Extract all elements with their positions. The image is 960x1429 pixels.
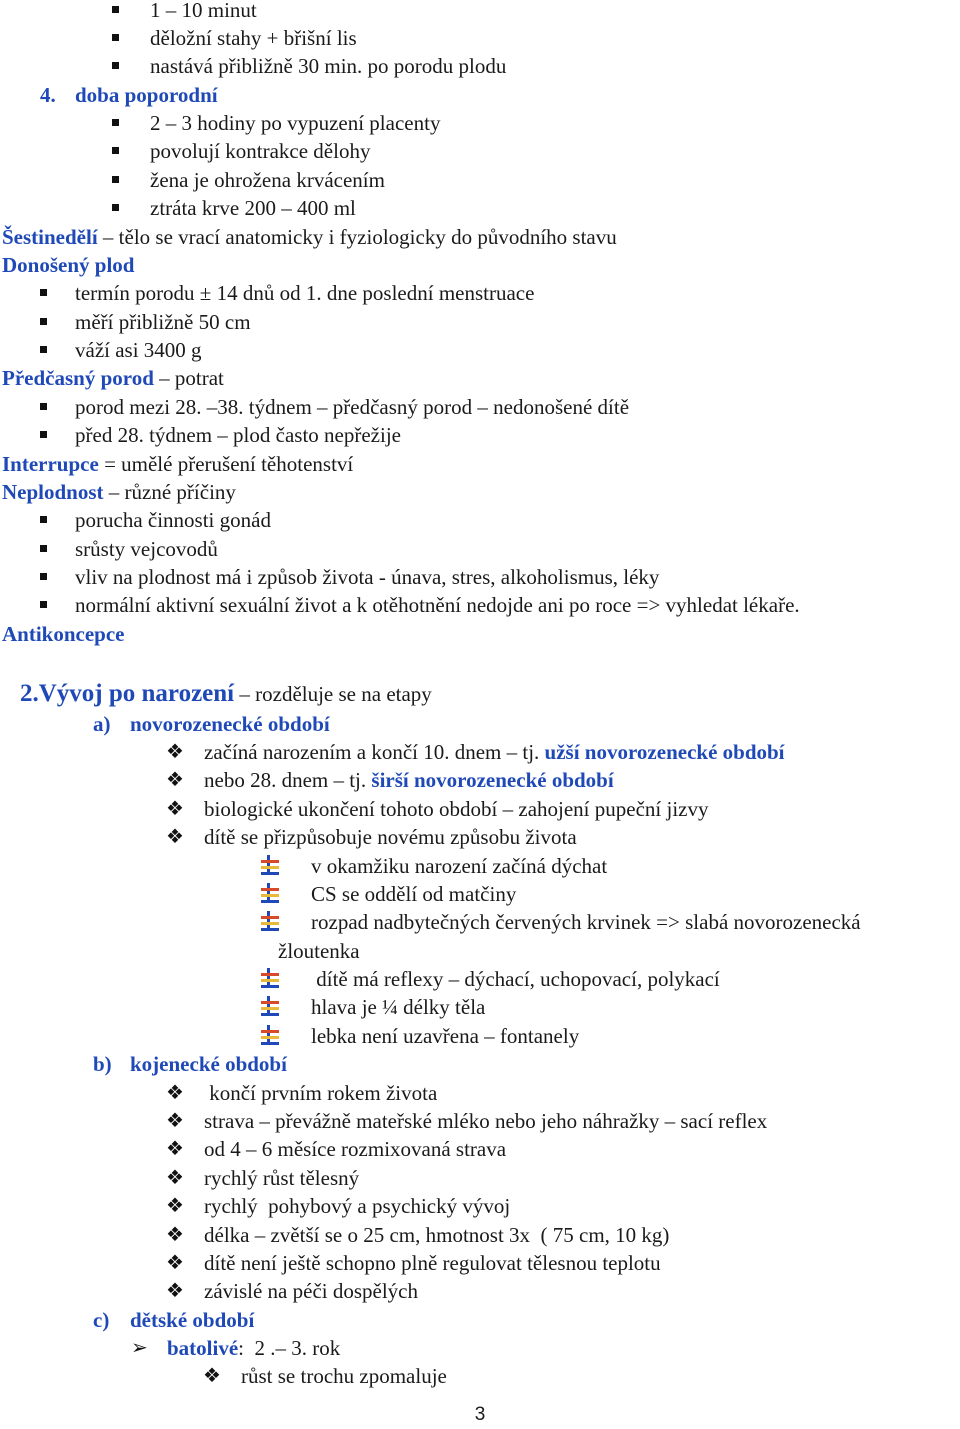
square-bullet-icon <box>40 431 47 438</box>
four-diamond-bullet-icon: ❖ <box>166 1110 184 1132</box>
four-diamond-bullet-icon: ❖ <box>166 769 184 791</box>
text-line: žloutenka <box>278 939 360 963</box>
square-bullet-icon <box>112 6 119 13</box>
four-diamond-bullet-icon: ❖ <box>166 1252 184 1274</box>
four-diamond-bullet-icon: ❖ <box>166 1224 184 1246</box>
definition-line: Neplodnost – různé příčiny <box>2 480 236 504</box>
section-heading: Donošený plod <box>2 253 135 277</box>
four-diamond-bullet-icon: ❖ <box>166 1082 184 1104</box>
square-bullet-icon <box>112 204 119 211</box>
chapter-heading: 2.Vývoj po narození – rozděluje se na etapy <box>20 680 432 707</box>
arrowhead-bullet-icon: ➢ <box>131 1337 148 1359</box>
square-bullet-icon <box>40 601 47 608</box>
square-bullet-icon <box>112 176 119 183</box>
definition-line: Šestinedělí – tělo se vrací anatomicky i fyziologicky do původního stavu <box>2 225 617 249</box>
subsection-heading: b) kojenecké období <box>93 1052 287 1076</box>
four-diamond-bullet-icon: ❖ <box>203 1365 221 1387</box>
square-bullet-icon <box>112 147 119 154</box>
four-diamond-bullet-icon: ❖ <box>166 1280 184 1302</box>
square-bullet-icon <box>112 62 119 69</box>
four-diamond-bullet-icon: ❖ <box>166 826 184 848</box>
colored-bars-bullet-icon <box>259 1024 281 1046</box>
square-bullet-icon <box>40 545 47 552</box>
four-diamond-bullet-icon: ❖ <box>166 1167 184 1189</box>
subsection-heading: a) novorozenecké období <box>93 712 330 736</box>
square-bullet-icon <box>112 119 119 126</box>
four-diamond-bullet-icon: ❖ <box>166 1195 184 1217</box>
colored-bars-bullet-icon <box>259 854 281 876</box>
square-bullet-icon <box>40 318 47 325</box>
square-bullet-icon <box>40 573 47 580</box>
numbered-heading: 4. doba poporodní <box>40 83 218 107</box>
colored-bars-bullet-icon <box>259 882 281 904</box>
section-heading: Antikoncepce <box>2 622 125 646</box>
four-diamond-bullet-icon: ❖ <box>166 741 184 763</box>
page-number: 3 <box>474 1404 486 1425</box>
square-bullet-icon <box>40 516 47 523</box>
subsection-heading: c) dětské období <box>93 1308 255 1332</box>
square-bullet-icon <box>112 34 119 41</box>
colored-bars-bullet-icon <box>259 910 281 932</box>
colored-bars-bullet-icon <box>259 967 281 989</box>
colored-bars-bullet-icon <box>259 995 281 1017</box>
square-bullet-icon <box>40 346 47 353</box>
square-bullet-icon <box>40 289 47 296</box>
square-bullet-icon <box>40 403 47 410</box>
definition-line: Předčasný porod – potrat <box>2 366 224 390</box>
four-diamond-bullet-icon: ❖ <box>166 798 184 820</box>
definition-line: Interrupce = umělé přerušení těhotenství <box>2 452 354 476</box>
four-diamond-bullet-icon: ❖ <box>166 1138 184 1160</box>
